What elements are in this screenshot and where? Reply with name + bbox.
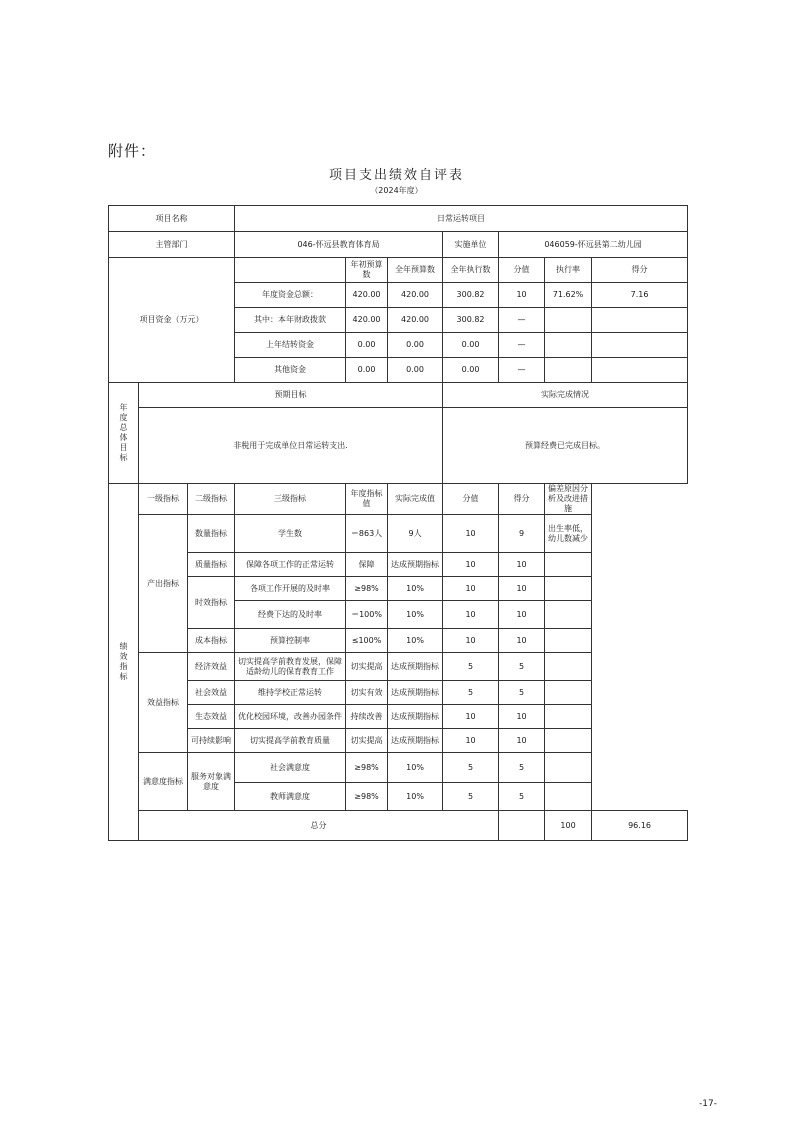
- funds-cell: [592, 333, 688, 358]
- level3-cell: 切实提高学前教育发展，保障适龄幼儿的保育教育工作: [235, 653, 346, 681]
- funds-cell: 7.16: [592, 283, 688, 308]
- level3-cell: 经费下达的及时率: [235, 601, 346, 629]
- target-cell: ≥98%: [346, 783, 388, 811]
- actual-cell: 达成预期指标: [388, 681, 443, 705]
- value-cell: 10: [443, 515, 499, 553]
- table-year: （2024年度）: [370, 186, 423, 195]
- table-title: 项目支出绩效自评表: [328, 168, 464, 183]
- score-cell: 5: [499, 681, 545, 705]
- actual-cell: 达成预期指标: [388, 553, 443, 577]
- actual-goal-text: 预算经费已完成目标。: [443, 408, 688, 484]
- dept-label: 主管部门: [109, 232, 235, 258]
- perf-header: 得分: [499, 484, 545, 515]
- funds-cell: —: [499, 308, 545, 333]
- reason-cell: [545, 601, 592, 629]
- actual-cell: 达成预期指标: [388, 653, 443, 681]
- funds-header-rate: 执行率: [545, 258, 592, 283]
- score-cell: 10: [499, 729, 545, 753]
- level2-social: 社会效益: [188, 681, 235, 705]
- funds-cell: 300.82: [443, 283, 499, 308]
- funds-cell: [592, 308, 688, 333]
- total-label: 总分: [139, 811, 499, 841]
- actual-goal-header: 实际完成情况: [443, 383, 688, 408]
- level2-quality: 质量指标: [188, 553, 235, 577]
- score-cell: 10: [499, 577, 545, 601]
- expected-goal-text: 非税用于完成单位日常运转支出.: [139, 408, 443, 484]
- actual-cell: 10%: [388, 783, 443, 811]
- funds-cell: 0.00: [346, 358, 388, 383]
- funds-header-initial: 年初预算数: [346, 258, 388, 283]
- expected-goal-header: 预期目标: [139, 383, 443, 408]
- funds-cell: 300.82: [443, 308, 499, 333]
- reason-cell: [545, 783, 592, 811]
- perf-header: 分值: [443, 484, 499, 515]
- level3-cell: 教师满意度: [235, 783, 346, 811]
- level3-cell: 维持学校正常运转: [235, 681, 346, 705]
- attachment-label: 附件：: [108, 142, 157, 160]
- target-cell: 保障: [346, 553, 388, 577]
- funds-header-score: 得分: [592, 258, 688, 283]
- actual-cell: 10%: [388, 629, 443, 653]
- total-blank: [499, 811, 545, 841]
- value-cell: 10: [443, 629, 499, 653]
- level2-timeliness: 时效指标: [188, 577, 235, 629]
- target-cell: ≥98%: [346, 753, 388, 783]
- funds-row-label: 其中：本年财政拨款: [235, 308, 346, 333]
- perf-header: 三级指标: [235, 484, 346, 515]
- funds-row-label: 其他资金: [235, 358, 346, 383]
- target-cell: ＝100%: [346, 601, 388, 629]
- project-name-value: 日常运转项目: [235, 206, 688, 232]
- level3-cell: 预算控制率: [235, 629, 346, 653]
- value-cell: 5: [443, 753, 499, 783]
- level1-output: 产出指标: [139, 515, 188, 653]
- level3-cell: 社会满意度: [235, 753, 346, 783]
- funds-header-blank: [235, 258, 346, 283]
- target-cell: ＝863人: [346, 515, 388, 553]
- score-cell: 9: [499, 515, 545, 553]
- unit-label: 实施单位: [443, 232, 499, 258]
- funds-cell: [545, 358, 592, 383]
- funds-cell: —: [499, 358, 545, 383]
- level3-cell: 各项工作开展的及时率: [235, 577, 346, 601]
- reason-cell: [545, 729, 592, 753]
- level3-cell: 学生数: [235, 515, 346, 553]
- target-cell: 持续改善: [346, 705, 388, 729]
- actual-cell: 10%: [388, 753, 443, 783]
- level3-cell: 优化校园环境，改善办园条件: [235, 705, 346, 729]
- goals-label: 年 度 总 体 目 标: [109, 383, 139, 484]
- funds-header-value: 分值: [499, 258, 545, 283]
- score-cell: 10: [499, 705, 545, 729]
- score-cell: 5: [499, 753, 545, 783]
- funds-cell: 0.00: [346, 333, 388, 358]
- funds-cell: [545, 333, 592, 358]
- level2-cost: 成本指标: [188, 629, 235, 653]
- actual-cell: 9人: [388, 515, 443, 553]
- page-number: -17-: [699, 1099, 717, 1109]
- reason-cell: [545, 753, 592, 783]
- reason-cell: [545, 577, 592, 601]
- target-cell: ≤100%: [346, 629, 388, 653]
- level2-economic: 经济效益: [188, 653, 235, 681]
- total-value: 100: [545, 811, 592, 841]
- value-cell: 10: [443, 577, 499, 601]
- score-cell: 5: [499, 653, 545, 681]
- perf-label: 绩 效 指 标: [109, 484, 139, 841]
- reason-cell: [545, 653, 592, 681]
- project-name-label: 项目名称: [109, 206, 235, 232]
- funds-cell: 0.00: [443, 333, 499, 358]
- level1-benefit: 效益指标: [139, 653, 188, 753]
- actual-cell: 10%: [388, 577, 443, 601]
- self-evaluation-table: [108, 205, 688, 841]
- actual-cell: 达成预期指标: [388, 705, 443, 729]
- perf-header: 一级指标: [139, 484, 188, 515]
- target-cell: 切实提高: [346, 653, 388, 681]
- level1-satisfaction: 满意度指标: [139, 753, 188, 811]
- level2-sustainability: 可持续影响: [188, 729, 235, 753]
- level2-quantity: 数量指标: [188, 515, 235, 553]
- funds-cell: 71.62%: [545, 283, 592, 308]
- total-score: 96.16: [592, 811, 688, 841]
- value-cell: 10: [443, 601, 499, 629]
- value-cell: 10: [443, 705, 499, 729]
- level2-ecological: 生态效益: [188, 705, 235, 729]
- score-cell: 5: [499, 783, 545, 811]
- funds-cell: 420.00: [388, 283, 443, 308]
- score-cell: 10: [499, 553, 545, 577]
- funds-cell: 0.00: [388, 358, 443, 383]
- level3-cell: 保障各项工作的正常运转: [235, 553, 346, 577]
- perf-header: 实际完成值: [388, 484, 443, 515]
- funds-cell: [592, 358, 688, 383]
- reason-cell: [545, 553, 592, 577]
- funds-row-label: 上年结转资金: [235, 333, 346, 358]
- actual-cell: 达成预期指标: [388, 729, 443, 753]
- value-cell: 10: [443, 729, 499, 753]
- value-cell: 5: [443, 783, 499, 811]
- actual-cell: 10%: [388, 601, 443, 629]
- funds-cell: 10: [499, 283, 545, 308]
- target-cell: ≥98%: [346, 577, 388, 601]
- funds-label: 项目资金（万元）: [109, 258, 235, 383]
- value-cell: 5: [443, 681, 499, 705]
- funds-cell: 0.00: [443, 358, 499, 383]
- funds-header-executed: 全年执行数: [443, 258, 499, 283]
- level2-service-satisfaction: 服务对象满意度: [188, 753, 235, 811]
- value-cell: 5: [443, 653, 499, 681]
- perf-header: 偏差原因分析及改进措施: [545, 484, 592, 515]
- level3-cell: 切实提高学前教育质量: [235, 729, 346, 753]
- funds-row-label: 年度资金总额：: [235, 283, 346, 308]
- score-cell: 10: [499, 629, 545, 653]
- score-cell: 10: [499, 601, 545, 629]
- perf-header: 二级指标: [188, 484, 235, 515]
- funds-cell: 0.00: [388, 333, 443, 358]
- funds-cell: 420.00: [346, 283, 388, 308]
- funds-cell: —: [499, 333, 545, 358]
- perf-header: 年度指标值: [346, 484, 388, 515]
- value-cell: 10: [443, 553, 499, 577]
- funds-cell: 420.00: [346, 308, 388, 333]
- funds-cell: 420.00: [388, 308, 443, 333]
- funds-header-annual: 全年预算数: [388, 258, 443, 283]
- reason-cell: [545, 629, 592, 653]
- unit-value: 046059-怀远县第二幼儿园: [499, 232, 688, 258]
- funds-cell: [545, 308, 592, 333]
- dept-value: 046-怀远县教育体育局: [235, 232, 443, 258]
- reason-cell: 出生率低，幼儿数减少: [545, 515, 592, 553]
- target-cell: 切实提高: [346, 729, 388, 753]
- reason-cell: [545, 705, 592, 729]
- target-cell: 切实有效: [346, 681, 388, 705]
- reason-cell: [545, 681, 592, 705]
